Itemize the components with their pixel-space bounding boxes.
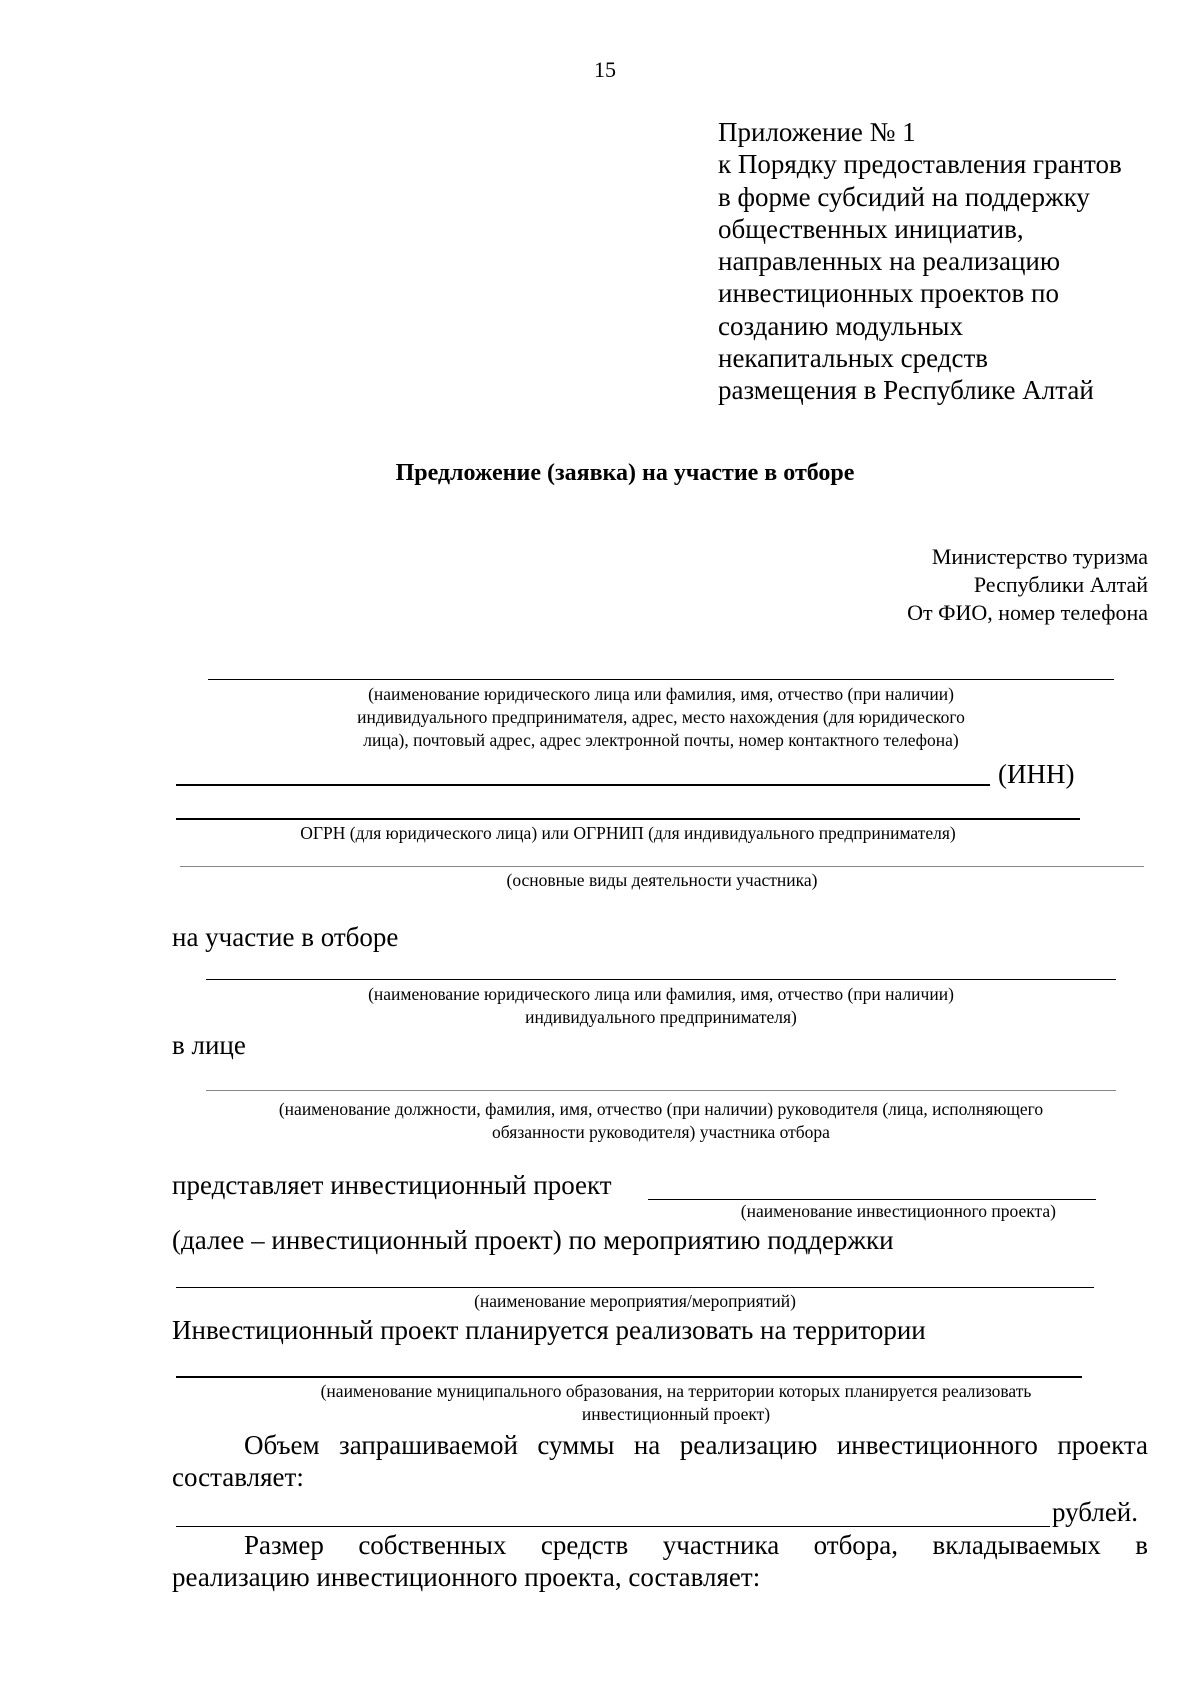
own-funds-word: отбора, — [813, 1530, 899, 1560]
appendix-line: некапитальных средств — [718, 343, 989, 374]
addressee-line: Республики Алтай — [973, 572, 1148, 597]
appendix-line: созданию модульных — [718, 310, 963, 341]
event-name-caption: (наименование мероприятия/мероприятий) — [474, 1291, 796, 1311]
participant-name-line — [206, 979, 1116, 980]
presents-project-text: представляет инвестиционный проект — [172, 1170, 612, 1200]
head-name-caption — [206, 1098, 1116, 1144]
rubles-label: рублей. — [1052, 1497, 1139, 1527]
own-funds-text-line1 — [244, 1529, 1148, 1561]
appendix-line: Приложение № 1 — [718, 117, 916, 147]
inn-line — [176, 784, 990, 786]
own-funds-word: вкладываемых — [932, 1530, 1101, 1560]
caption-line: лица), почтовый адрес, адрес электронной почты, номер контактного телефона) — [363, 730, 959, 750]
in-person-text: в лице — [172, 1030, 246, 1060]
addressee-line: От ФИО, номер телефона — [907, 600, 1148, 625]
appendix-line: к Порядку предоставления грантов — [718, 149, 1122, 180]
appendix-line: направленных на реализацию — [718, 246, 1061, 277]
head-name-line — [206, 1090, 1116, 1091]
ogrn-caption: ОГРН (для юридического лица) или ОГРНИП (для индивидуального предпринимателя) — [300, 823, 956, 843]
caption-line: (наименование должности, фамилия, имя, отчество (при наличии) руководителя (лица, исполняющего — [278, 1099, 1044, 1119]
ogrn-line — [176, 818, 1080, 820]
caption-line: (наименование муниципального образования, на территории которых планируется реализовать — [320, 1381, 1032, 1401]
addressee-block — [700, 543, 1148, 627]
addressee-line: Министерство туризма — [931, 544, 1148, 569]
own-funds-text-line2: реализацию инвестиционного проекта, составляет: — [172, 1562, 761, 1592]
own-funds-word: участника — [662, 1530, 780, 1560]
caption-line: инвестиционный проект) — [581, 1404, 771, 1424]
caption-line: (наименование юридического лица или фамилия, имя, отчество (при наличии) — [368, 684, 954, 704]
own-funds-word: Размер — [244, 1530, 324, 1560]
caption-line: индивидуального предпринимателя) — [525, 1007, 797, 1027]
territory-text: Инвестиционный проект планируется реализовать на территории — [172, 1315, 926, 1345]
own-funds-word: в — [1135, 1530, 1148, 1560]
further-text: (далее – инвестиционный проект) по мероприятию поддержки — [172, 1225, 894, 1255]
participation-text: на участие в отборе — [172, 922, 399, 952]
amount-text-line1: Объем запрашиваемой суммы на реализацию инвестиционного проекта — [244, 1430, 1148, 1460]
own-funds-word: собственных — [358, 1530, 507, 1560]
appendix-line: размещения в Республике Алтай — [718, 375, 1094, 406]
amount-line — [176, 1526, 1050, 1527]
inn-label: (ИНН) — [998, 759, 1075, 789]
municipality-line — [176, 1376, 1082, 1378]
activities-line — [180, 866, 1144, 867]
appendix-block — [718, 116, 1188, 407]
activities-caption: (основные виды деятельности участника) — [506, 870, 818, 890]
project-name-caption: (наименование инвестиционного проекта) — [740, 1201, 1056, 1221]
own-funds-word: средств — [540, 1530, 629, 1560]
caption-line: индивидуального предпринимателя, адрес, место нахождения (для юридического — [357, 707, 965, 727]
caption-line: обязанности руководителя) участника отбора — [492, 1122, 830, 1142]
municipality-caption — [196, 1380, 1156, 1426]
amount-text-line2: составляет: — [172, 1462, 304, 1492]
appendix-line: общественных инициатив, — [718, 213, 1024, 244]
document-title: Предложение (заявка) на участие в отборе — [395, 460, 855, 486]
participant-name-caption — [206, 983, 1116, 1029]
event-name-line — [176, 1287, 1094, 1288]
applicant-name-caption — [208, 683, 1114, 752]
applicant-name-line — [208, 679, 1114, 680]
appendix-line: в форме субсидий на поддержку — [718, 181, 1090, 212]
page-number: 15 — [594, 57, 616, 82]
appendix-line: инвестиционных проектов по — [718, 278, 1059, 309]
caption-line: (наименование юридического лица или фамилия, имя, отчество (при наличии) — [368, 984, 954, 1004]
